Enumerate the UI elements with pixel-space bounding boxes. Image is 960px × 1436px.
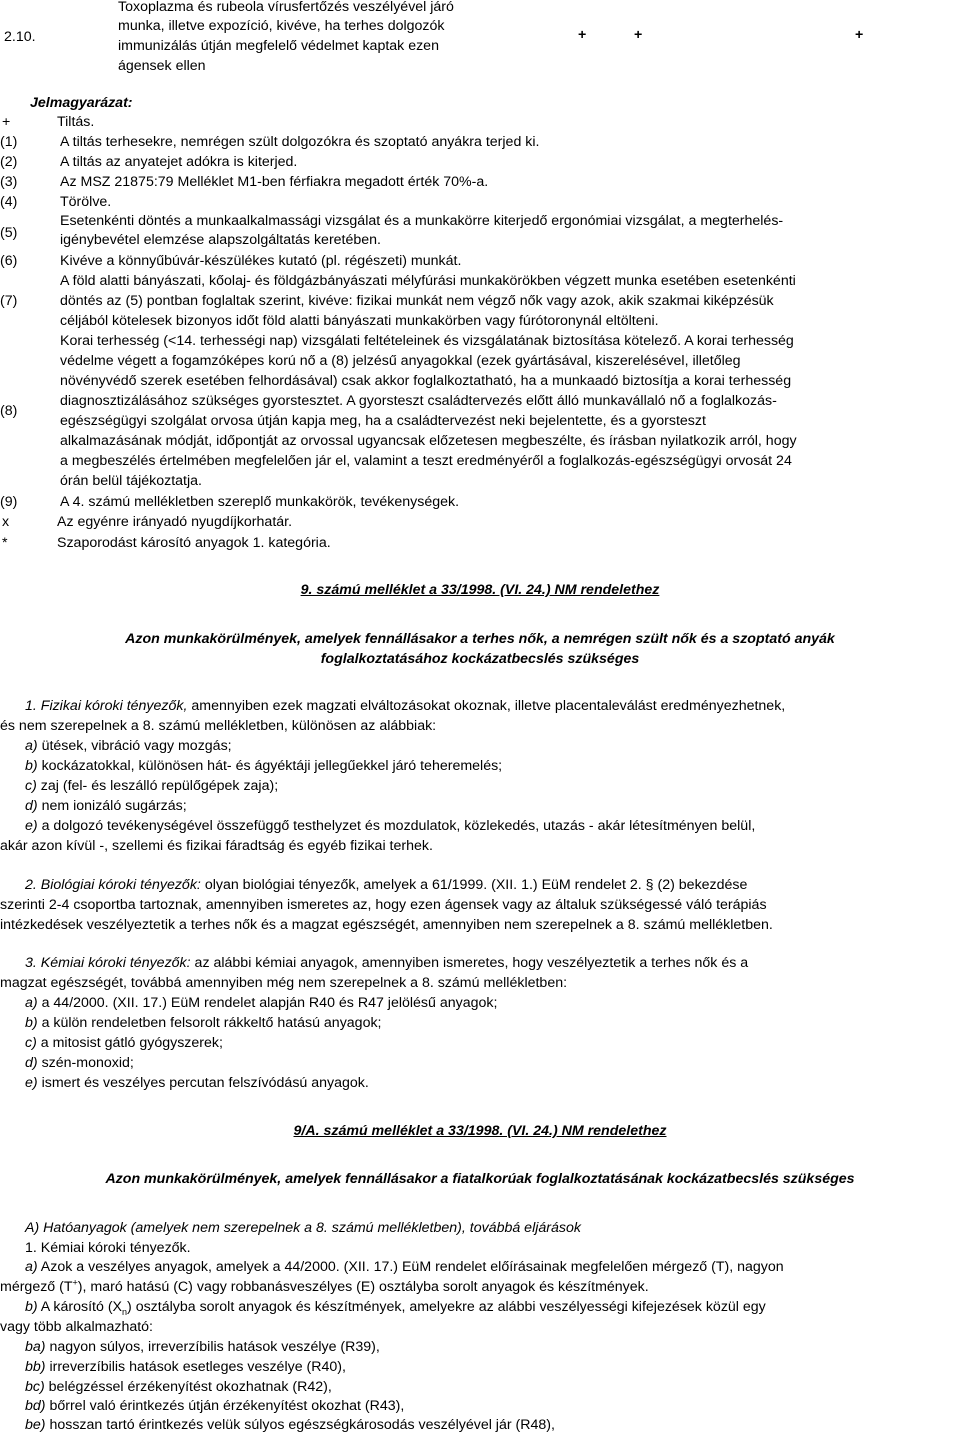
section-2-text: olyan biológiai tényezők, amelyek a 61/1999. (XII. 1.) EüM rendelet 2. § (2) bekezdése [200, 877, 748, 893]
subscript: n [122, 1306, 128, 1317]
legend-text: diagnosztizálásához szükséges gyorstesztet. A gyorsteszt családtervezés előtt álló munkavállaló nő a foglalkozás- [60, 393, 777, 409]
section-a-title: A) Hatóanyagok (amelyek nem szerepelnek a 8. számú mellékletben), továbbá eljárások [25, 1220, 581, 1236]
list-item [25, 1054, 134, 1073]
legend-text: A tiltás terhesekre, nemrégen szült dolgozókra és szoptató anyákra terjed ki. [60, 134, 540, 150]
legend-text: Az egyénre irányadó nyugdíjkorhatár. [57, 514, 293, 530]
list-text: irreverzíbilis hatások esetleges veszélye (R40), [45, 1359, 346, 1375]
legend-key: (3) [0, 174, 18, 190]
legend-text: Tiltás. [57, 114, 95, 130]
section-1-text: amennyiben ezek magzati elváltozásokat okoznak, illetve placentaleválást eredményezhetnek, [187, 698, 786, 714]
section-3-line: magzat egészségét, továbbá amennyiben még nem szerepelnek a 8. számú mellékletben: [0, 975, 568, 991]
list-letter: e) [25, 1075, 38, 1091]
list-letter: a) [25, 1259, 38, 1275]
list-text: nagyon súlyos, irreverzíbilis hatások veszélye (R39), [45, 1339, 380, 1355]
section-2-line: intézkedések veszélyeztetik a terhes nők és a magzat egészségét, amennyiben nem szerepelnek a 8. számú mellékletben. [0, 917, 773, 933]
list-item [25, 1074, 369, 1093]
list-text: ismert és veszélyes percutan felszívódású anyagok. [37, 1075, 369, 1091]
legend-text: a megbeszélés értelmében megfelelően jár el, valamint a teszt eredményéről a foglalkozás-egészségügyi orvosát 24 [60, 453, 792, 469]
list-text: kockázatokkal, különösen hát- és ágyéktáji jellegűekkel járó teheremelés; [37, 758, 503, 774]
list-item [25, 1258, 784, 1277]
list-letter: c) [25, 778, 37, 794]
section-1-tail: akár azon kívül -, szellemi és fizikai fáradtság és egyéb fizikai terhek. [0, 838, 433, 854]
sub-list-item [25, 1338, 380, 1357]
list-letter: bc) [25, 1379, 45, 1395]
sub-list-item [25, 1378, 332, 1397]
row-text-line: ágensek ellen [118, 58, 206, 74]
annex-title: 9/A. számú melléklet a 33/1998. (VI. 24.) NM rendelethez [293, 1123, 667, 1139]
legend-key: (2) [0, 154, 18, 170]
list-item [25, 1014, 382, 1033]
list-text: mérgező (T [0, 1279, 73, 1295]
annex-heading: Azon munkakörülmények, amelyek fennállásakor a fiatalkorúak foglalkoztatásának kockázatbecslés szükséges [105, 1171, 855, 1187]
list-item [25, 1298, 766, 1317]
list-letter: d) [25, 798, 38, 814]
list-text: a külön rendeletben felsorolt rákkeltő hatású anyagok; [37, 1015, 382, 1031]
legend-text: céljából kötelesek bizonyos időt föld alatti bányászati munkakörben vagy fúrótoronynál eltölteni. [60, 313, 659, 329]
legend-text: A föld alatti bányászati, kőolaj- és földgázbányászati mélyfúrási munkakörökben végzett munka esetében esetenkénti [60, 273, 796, 289]
legend-title: Jelmagyarázat: [30, 95, 133, 111]
list-letter: bd) [25, 1398, 46, 1414]
list-letter: b) [25, 1015, 38, 1031]
sub-list-item [25, 1416, 555, 1435]
list-item [25, 817, 755, 836]
list-text: Azok a veszélyes anyagok, amelyek a 44/2000. (XII. 17.) EüM rendelet előírásainak megfelelően mérgező (T), nagyon [37, 1259, 784, 1275]
section-2-intro [25, 876, 747, 895]
list-item [25, 777, 278, 796]
legend-key: + [2, 114, 11, 130]
row-text-line: munka, illetve expozíció, kivéve, ha terhes dolgozók [118, 18, 445, 34]
legend-text: alkalmazásának módját, időpontját az orvossal ugyancsak előzetesen megbeszélte, és írásban nyilatkozik arról, hogy [60, 433, 797, 449]
sub-list-item [25, 1397, 404, 1416]
legend-key: x [2, 514, 10, 530]
list-text: a dolgozó tevékenységével összefüggő testhelyzet és mozdulatok, közlekedés, utazás - akár létesítményen belül, [37, 818, 756, 834]
list-text: ütések, vibráció vagy mozgás; [37, 738, 232, 754]
superscript: + [72, 1277, 78, 1288]
section-1-line: és nem szerepelnek a 8. számú mellékletben, különösen az alábbiak: [0, 718, 437, 734]
legend-text: döntés az (5) pontban foglaltak szerint, kivéve: fizikai munkát nem végző nők vagy azok, akik szakmai kiképzésük [60, 293, 774, 309]
list-letter: a) [25, 738, 38, 754]
list-text: belégzéssel érzékenyítést okozhatnak (R42), [44, 1379, 332, 1395]
list-letter: bb) [25, 1359, 46, 1375]
legend-key: (1) [0, 134, 18, 150]
legend-text: órán belül tájékoztatja. [60, 473, 202, 489]
legend-text: A tiltás az anyatejet adókra is kiterjed. [60, 154, 298, 170]
legend-text: Törölve. [60, 194, 112, 210]
list-letter: c) [25, 1035, 37, 1051]
legend-key: (8) [0, 403, 18, 419]
list-text: hosszan tartó érintkezés velük súlyos egészségkárosodás veszélyével jár (R48), [45, 1417, 555, 1433]
list-letter: b) [25, 758, 38, 774]
legend-key: (6) [0, 253, 18, 269]
list-text: a mitosist gátló gyógyszerek; [36, 1035, 223, 1051]
list-text: A károsító (X [37, 1299, 123, 1315]
list-letter: e) [25, 818, 38, 834]
list-text: bőrrel való érintkezés útján érzékenyítést okozhat (R43), [45, 1398, 405, 1414]
list-letter: be) [25, 1417, 46, 1433]
legend-text: Korai terhesség (<14. terhességi nap) vizsgálati feltételeinek és vizsgálatának biztosítása kötelező. A korai terhesség [60, 333, 794, 349]
legend-text: védelme végett a fogamzóképes korú nő a (8) jelzésű anyagokkal (ezek gyártásával, kiszerelésével, illetőleg [60, 353, 741, 369]
row-text-line: Toxoplazma és rubeola vírusfertőzés veszélyével járó [118, 0, 454, 15]
legend-text: növényvédő szerek esetében felhordásával) csak akkor foglalkoztatható, ha a munkaadó biztosítja a korai terhesség [60, 373, 792, 389]
legend-key: (5) [0, 225, 18, 241]
list-text: ) osztályba sorolt anyagok és készítmények, amelyekre az alábbi veszélyességi kifejezések közül egy [127, 1299, 766, 1315]
annex-heading: Azon munkakörülmények, amelyek fennállásakor a terhes nők, a nemrégen szült nők és a szoptató anyák [125, 631, 835, 647]
section-2-label: 2. Biológiai kóroki tényezők: [25, 877, 201, 893]
mark: + [634, 27, 643, 43]
legend-text: egészségügyi szolgálat orvosa útján kapja meg, ha a családtervezést neki bejelentette, és a gyorsteszt [60, 413, 706, 429]
legend-text: Esetenkénti döntés a munkaalkalmassági vizsgálat és a munkakörre kiterjedő ergonómiai vizsgálat, a megterhelés- [60, 213, 784, 229]
mark: + [578, 27, 587, 43]
annex-title: 9. számú melléklet a 33/1998. (VI. 24.) NM rendelethez [300, 582, 660, 598]
list-letter: b) [25, 1299, 38, 1315]
list-item [25, 994, 497, 1013]
list-text: nem ionizáló sugárzás; [37, 798, 187, 814]
section-1-intro [25, 697, 785, 716]
list-item [25, 757, 502, 776]
list-text: zaj (fel- és leszálló repülőgépek zaja); [36, 778, 279, 794]
list-text: szén-monoxid; [37, 1055, 134, 1071]
legend-text: A 4. számú mellékletben szereplő munkakörök, tevékenységek. [60, 494, 460, 510]
legend-text: Kivéve a könnyűbúvár-készülékes kutató (pl. régészeti) munkát. [60, 253, 462, 269]
legend-text: Szaporodást károsító anyagok 1. kategória. [57, 535, 331, 551]
section-3-label: 3. Kémiai kóroki tényezők: [25, 955, 191, 971]
legend-text: Az MSZ 21875:79 Melléklet M1-ben férfiakra megadott érték 70%-a. [60, 174, 489, 190]
list-item [25, 1034, 223, 1053]
row-text-line: immunizálás útján megfelelő védelmet kaptak ezen [118, 38, 439, 54]
list-letter: a) [25, 995, 38, 1011]
annex-heading: foglalkoztatásához kockázatbecslés szükséges [320, 651, 640, 667]
mark: + [855, 27, 864, 43]
section-3-text: az alábbi kémiai anyagok, amennyiben ismeretes, hogy veszélyeztetik a terhes nők és a [190, 955, 749, 971]
legend-key: (4) [0, 194, 18, 210]
legend-key: (7) [0, 293, 18, 309]
section-3-intro [25, 954, 748, 973]
list-item [25, 797, 187, 816]
legend-text: igénybevétel elemzése alapszolgáltatás keretében. [60, 232, 381, 248]
list-letter: ba) [25, 1339, 46, 1355]
list-item-continued: vagy több alkalmazható: [0, 1319, 154, 1335]
list-item-continued [0, 1278, 649, 1297]
list-text: ), maró hatású (C) vagy robbanásveszélyes (E) osztályba sorolt anyagok és készítmények. [77, 1279, 649, 1295]
section-a-subtitle: 1. Kémiai kóroki tényezők. [25, 1240, 191, 1256]
legend-key: * [2, 535, 8, 551]
list-text: a 44/2000. (XII. 17.) EüM rendelet alapján R40 és R47 jelölésű anyagok; [37, 995, 498, 1011]
section-2-line: szerinti 2-4 csoportba tartoznak, amennyiben ismeretes az, hogy ezen ágensek vagy az általuk szükségessé váló terápiás [0, 897, 767, 913]
list-item [25, 737, 232, 756]
legend-key: (9) [0, 494, 18, 510]
section-1-label: 1. Fizikai kóroki tényezők, [25, 698, 188, 714]
sub-list-item [25, 1358, 346, 1377]
list-letter: d) [25, 1055, 38, 1071]
row-number: 2.10. [4, 29, 36, 45]
